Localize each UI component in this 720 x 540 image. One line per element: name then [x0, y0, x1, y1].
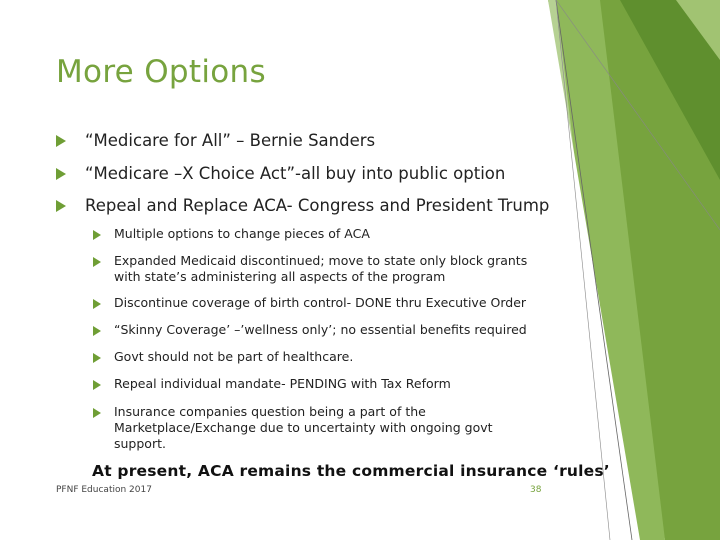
sub-bullet-text: “Skinny Coverage’ –’wellness only’; no essential benefits required	[114, 322, 527, 337]
arrow-bullet-icon	[93, 326, 101, 336]
sub-bullet-text: Expanded Medicaid discontinued; move to state only block grants with state’s administering all aspects of the program	[114, 253, 528, 284]
page-number: 38	[530, 485, 542, 495]
sub-bullet-text: Govt should not be part of healthcare.	[114, 349, 354, 364]
sub-bullet-text: Multiple options to change pieces of ACA	[114, 226, 370, 241]
arrow-bullet-icon	[93, 380, 101, 390]
arrow-bullet-icon	[93, 353, 101, 363]
arrow-bullet-icon	[56, 200, 66, 212]
arrow-bullet-icon	[93, 257, 101, 267]
sub-bullet-text: Insurance companies question being a part of the Marketplace/Exchange due to uncertainty with ongoing govt support.	[114, 404, 493, 451]
arrow-bullet-icon	[56, 168, 66, 180]
bullet-text: Repeal and Replace ACA- Congress and President Trump	[85, 196, 550, 215]
arrow-bullet-icon	[93, 299, 101, 309]
footer-text: PFNF Education 2017	[56, 485, 152, 495]
bullet-text: “Medicare –X Choice Act”-all buy into public option	[85, 164, 506, 183]
arrow-bullet-icon	[93, 408, 101, 418]
slide-title: More Options	[56, 54, 266, 90]
sub-bullet-text: Discontinue coverage of birth control- DONE thru Executive Order	[114, 295, 527, 310]
closing-statement: At present, ACA remains the commercial insurance ‘rules’	[92, 462, 610, 480]
sub-bullet-text: Repeal individual mandate- PENDING with Tax Reform	[114, 376, 451, 391]
arrow-bullet-icon	[93, 230, 101, 240]
arrow-bullet-icon	[56, 135, 66, 147]
bullet-text: “Medicare for All” – Bernie Sanders	[85, 131, 376, 150]
